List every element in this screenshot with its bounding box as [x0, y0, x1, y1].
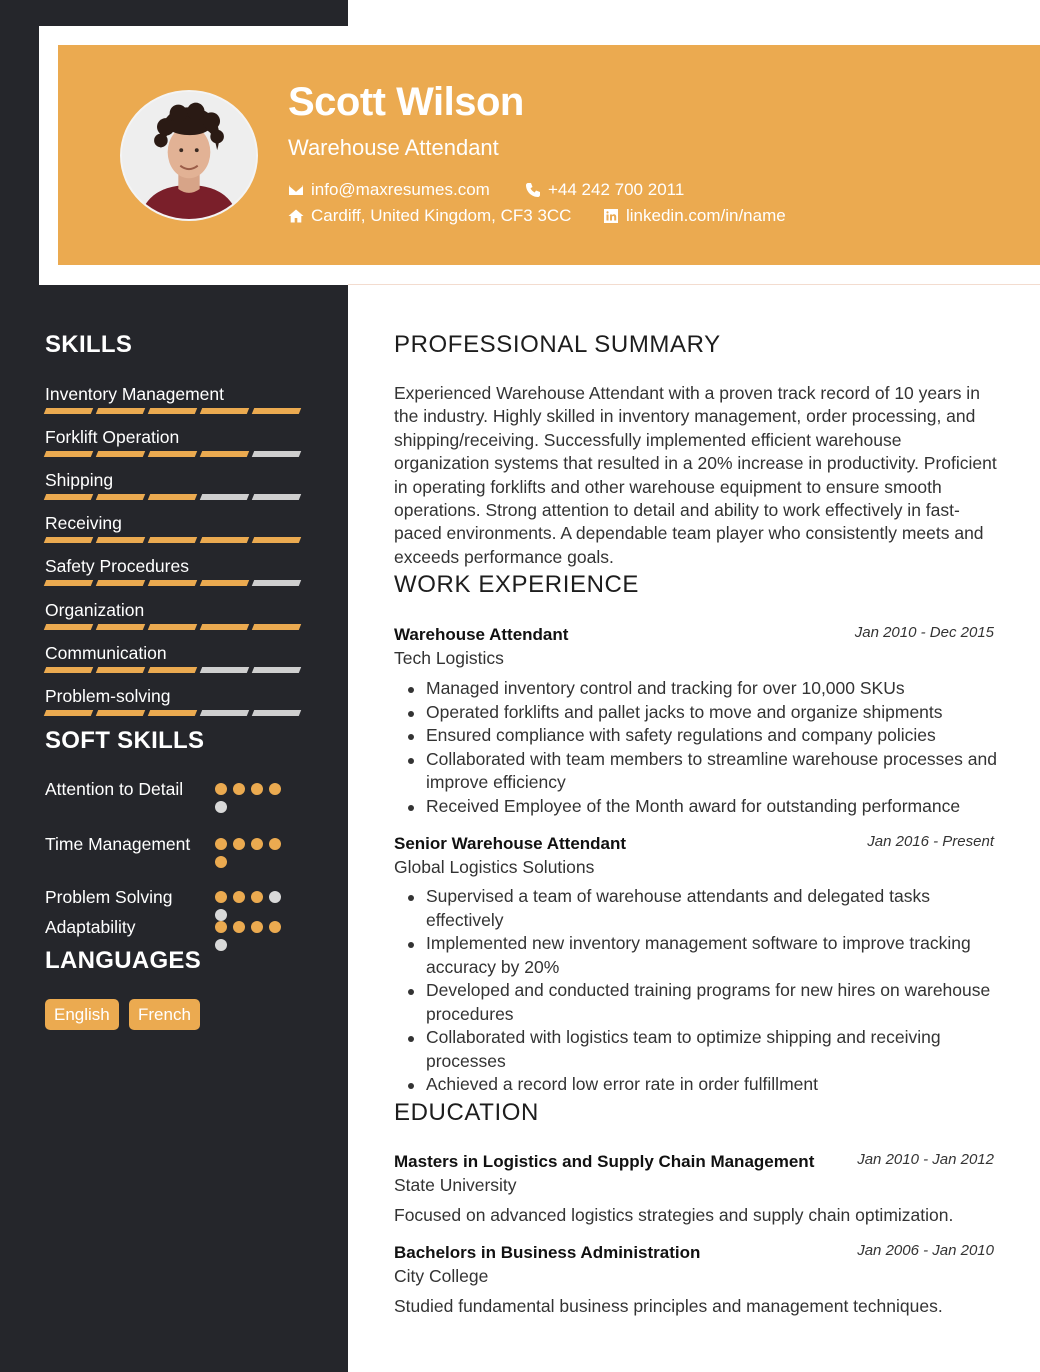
email-text: info@maxresumes.com: [311, 180, 490, 199]
skill-level-segment: [200, 710, 249, 716]
job-title: Senior Warehouse Attendant: [394, 834, 627, 853]
skills-heading: SKILLS: [45, 331, 133, 358]
skill-level-segment: [44, 451, 93, 457]
rating-dot: [269, 921, 281, 933]
skill-level-segment: [148, 408, 197, 414]
education-heading: EDUCATION: [394, 1099, 539, 1126]
rating-dot: [233, 921, 245, 933]
job-company: Tech Logistics: [394, 648, 504, 668]
skill-item: [45, 599, 305, 630]
skill-name: Receiving: [45, 513, 122, 533]
skill-level-segment: [96, 494, 145, 500]
rating-dot: [215, 801, 227, 813]
skill-level-bar: [45, 580, 305, 586]
rating-dot: [215, 939, 227, 951]
skill-level-bar: [45, 408, 305, 414]
list-item: Achieved a record low error rate in order fulfillment: [408, 1073, 1003, 1097]
rating-dot: [251, 783, 263, 795]
rating-dot: [215, 909, 227, 921]
skill-level-segment: [148, 580, 197, 586]
skill-name: Organization: [45, 600, 145, 620]
skill-level-segment: [200, 537, 249, 543]
skill-level-segment: [252, 408, 301, 414]
skill-level-segment: [44, 710, 93, 716]
list-item: Developed and conducted training programs for new hires on warehouse procedures: [408, 979, 1003, 1026]
skill-level-segment: [148, 624, 197, 630]
skill-level-segment: [252, 580, 301, 586]
list-item: Managed inventory control and tracking for over 10,000 SKUs: [408, 677, 1003, 701]
skill-level-segment: [252, 537, 301, 543]
list-item: Collaborated with logistics team to optimize shipping and receiving processes: [408, 1026, 1003, 1073]
rating-dot: [233, 783, 245, 795]
skill-level-segment: [148, 667, 197, 673]
skill-level-segment: [252, 451, 301, 457]
language-badge: French: [129, 999, 200, 1030]
degree-title: Bachelors in Business Administration: [394, 1243, 701, 1262]
skill-item: [45, 426, 305, 457]
skill-level-segment: [44, 667, 93, 673]
contact-linkedin[interactable]: [603, 206, 786, 226]
degree-title: Masters in Logistics and Supply Chain Management: [394, 1152, 815, 1171]
job-title: Warehouse Attendant: [394, 625, 569, 644]
header-divider: [348, 284, 1040, 285]
skill-level-segment: [96, 580, 145, 586]
skill-level-segment: [44, 408, 93, 414]
skill-level-bar: [45, 494, 305, 500]
summary-text: Experienced Warehouse Attendant with a proven track record of 10 years in the industry. Highly skilled in inventory management, order processing, and shipping/receiving. Successfully implemented efficient warehouse organization systems that resulted in a 20% increase in productivity. Proficient in operating forklifts and other warehouse equipment to ensure smooth operations. Strong attention to detail and ability to work effectively in fast-paced environments. A dependable team player who consistently meets and exceeds performance goals.: [394, 383, 997, 567]
rating-dot: [215, 891, 227, 903]
degree-description: Studied fundamental business principles and management techniques.: [394, 1296, 943, 1316]
job-dates: Jan 2010 - Dec 2015: [854, 624, 994, 641]
skill-level-segment: [252, 710, 301, 716]
contact-address: [288, 206, 571, 226]
degree-dates: Jan 2006 - Jan 2010: [857, 1242, 994, 1259]
linkedin-icon: [603, 208, 619, 224]
soft-skill-rating: [215, 838, 295, 868]
skill-level-segment: [148, 494, 197, 500]
skill-level-segment: [96, 451, 145, 457]
list-item: Operated forklifts and pallet jacks to move and organize shipments: [408, 701, 1003, 725]
skill-item: [45, 469, 305, 500]
rating-dot: [251, 921, 263, 933]
skill-level-segment: [44, 537, 93, 543]
rating-dot: [233, 838, 245, 850]
skill-level-segment: [96, 667, 145, 673]
contact-email[interactable]: [288, 180, 490, 200]
phone-text: +44 242 700 2011: [548, 180, 685, 199]
skill-name: Inventory Management: [45, 384, 224, 404]
skill-level-bar: [45, 710, 305, 716]
degree-description: Focused on advanced logistics strategies and supply chain optimization.: [394, 1205, 954, 1225]
soft-skill-rating: [215, 921, 295, 951]
skill-level-segment: [252, 624, 301, 630]
skill-level-segment: [44, 580, 93, 586]
skill-level-segment: [200, 494, 249, 500]
job-bullets: [408, 677, 1003, 818]
rating-dot: [269, 838, 281, 850]
summary-heading: PROFESSIONAL SUMMARY: [394, 331, 721, 358]
list-item: Ensured compliance with safety regulations and company policies: [408, 724, 1003, 748]
skill-level-segment: [148, 710, 197, 716]
contact-phone[interactable]: [525, 180, 684, 200]
rating-dot: [215, 921, 227, 933]
rating-dot: [269, 891, 281, 903]
skill-level-segment: [96, 408, 145, 414]
skill-level-segment: [44, 624, 93, 630]
skill-level-segment: [200, 408, 249, 414]
soft-skill-name: Attention to Detail: [45, 779, 184, 799]
job-dates: Jan 2016 - Present: [867, 833, 994, 850]
soft-skill-name: Adaptability: [45, 917, 136, 937]
linkedin-text: linkedin.com/in/name: [626, 206, 786, 225]
skill-level-segment: [96, 624, 145, 630]
skill-level-bar: [45, 537, 305, 543]
rating-dot: [215, 838, 227, 850]
skill-name: Forklift Operation: [45, 427, 180, 447]
rating-dot: [251, 891, 263, 903]
skill-item: [45, 383, 305, 414]
skill-level-segment: [44, 494, 93, 500]
skill-item: [45, 685, 305, 716]
profile-photo: [120, 90, 258, 221]
skill-level-segment: [148, 451, 197, 457]
skill-level-segment: [200, 667, 249, 673]
school-name: City College: [394, 1266, 489, 1286]
soft-skill-name: Problem Solving: [45, 887, 173, 907]
soft-skill-rating: [215, 891, 295, 921]
list-item: Supervised a team of warehouse attendants and delegated tasks effectively: [408, 885, 1003, 932]
skill-level-bar: [45, 624, 305, 630]
experience-heading: WORK EXPERIENCE: [394, 571, 640, 598]
skill-item: [45, 555, 305, 586]
skill-item: [45, 642, 305, 673]
skill-level-segment: [96, 710, 145, 716]
rating-dot: [251, 838, 263, 850]
school-name: State University: [394, 1175, 517, 1195]
skill-level-bar: [45, 451, 305, 457]
envelope-icon: [288, 182, 304, 198]
soft-skill-name: Time Management: [45, 834, 191, 854]
skill-level-segment: [252, 667, 301, 673]
list-item: Implemented new inventory management software to improve tracking accuracy by 20%: [408, 932, 1003, 979]
skill-level-segment: [200, 624, 249, 630]
skill-level-segment: [200, 580, 249, 586]
portrait-image: [122, 92, 256, 219]
languages-heading: LANGUAGES: [45, 947, 202, 974]
rating-dot: [233, 891, 245, 903]
skill-level-segment: [96, 537, 145, 543]
degree-dates: Jan 2010 - Jan 2012: [857, 1151, 994, 1168]
skill-name: Safety Procedures: [45, 556, 189, 576]
address-text: Cardiff, United Kingdom, CF3 3CC: [311, 206, 572, 225]
candidate-title: Warehouse Attendant: [288, 135, 499, 160]
job-bullets: [408, 885, 1003, 1097]
skill-level-bar: [45, 667, 305, 673]
rating-dot: [269, 783, 281, 795]
rating-dot: [215, 856, 227, 868]
rating-dot: [215, 783, 227, 795]
list-item: Received Employee of the Month award for outstanding performance: [408, 795, 1003, 819]
skill-name: Shipping: [45, 470, 114, 490]
home-icon: [288, 208, 304, 224]
soft-skill-rating: [215, 783, 295, 813]
skill-name: Communication: [45, 643, 167, 663]
skill-name: Problem-solving: [45, 686, 171, 706]
job-company: Global Logistics Solutions: [394, 857, 595, 877]
skill-item: [45, 512, 305, 543]
list-item: Collaborated with team members to streamline warehouse processes and improve efficiency: [408, 748, 1003, 795]
candidate-name: Scott Wilson: [288, 80, 524, 124]
skill-level-segment: [148, 537, 197, 543]
soft-skills-heading: SOFT SKILLS: [45, 727, 205, 754]
phone-icon: [525, 182, 541, 198]
skill-level-segment: [200, 451, 249, 457]
language-badge: English: [45, 999, 119, 1030]
skill-level-segment: [252, 494, 301, 500]
